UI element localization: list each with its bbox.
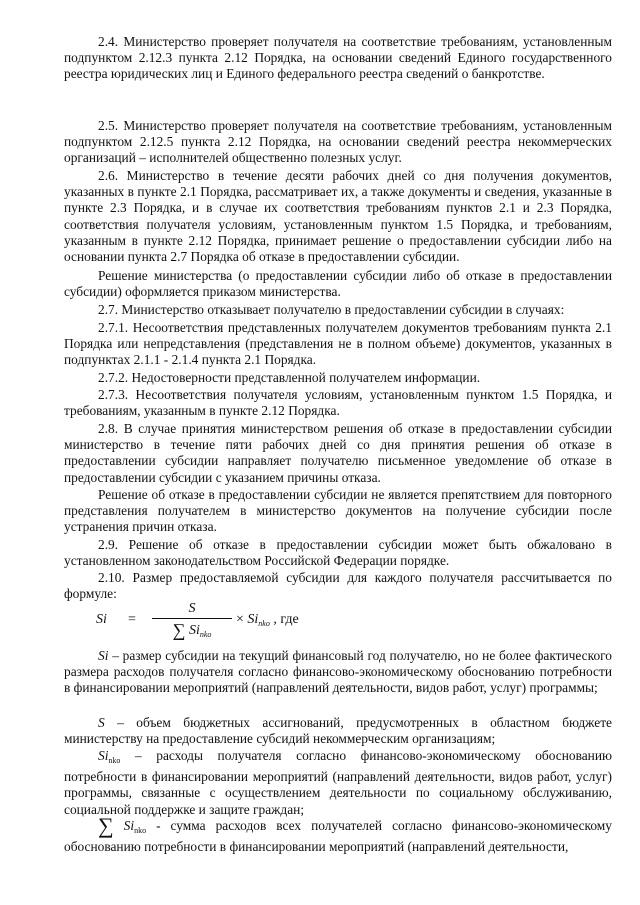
paragraph-2-10: 2.10. Размер предоставляемой субсидии для каждого получателя рассчитывается по формуле: <box>64 570 612 602</box>
formula-denominator-subscript: nko <box>199 630 212 639</box>
paragraph-2-9: 2.9. Решение об отказе в предоставлении субсидии может быть обжаловано в установленном законодательством Российской Федерации порядке. <box>64 537 612 569</box>
formula-product <box>236 612 299 632</box>
paragraph-2-6: 2.6. Министерство в течение десяти рабочих дней со дня получения документов, указанных в пункте 2.1 Порядка, рассматривает их, а также документы и сведения, указанные в пункте 2.3 Порядка, и в случае их соответствия требованиям пунктов 2.1 и 2.3 Порядка, соответствия получателя условиям, установленным пунктом 1.5 Порядка, и требованиям, указанным в пункте 2.12 Порядка, принимает решение о предоставлении субсидии либо на основании пункта 2.7 Порядка об отказе в предоставлении субсидии. <box>64 168 612 265</box>
fraction-bar <box>152 618 232 619</box>
definition-si-nko-symbol: Si <box>98 748 109 763</box>
definition-si-symbol: Si <box>98 648 109 663</box>
paragraph-decision: Решение министерства (о предоставлении субсидии либо об отказе в предоставлении субсидии) оформляется приказом министерства. <box>64 268 612 300</box>
definition-sum-si-nko-text: - сумма расходов всех получателей согласно финансово-экономическому обоснованию потребности в финансировании мероприятий (направлений деятельности, <box>64 818 612 855</box>
paragraph-2-7: 2.7. Министерство отказывает получателю в предоставлении субсидии в случаях: <box>98 302 565 317</box>
paragraph-refusal: Решение об отказе в предоставлении субсидии не является препятствием для повторного представления получателем в министерство документов на получение субсидии после устранения причин отказа. <box>64 487 612 535</box>
definition-si-nko-text: – расходы получателя согласно финансово-экономическому обоснованию потребности в финансировании мероприятий (направлений деятельности, видов работ, услуг) программы, связанные с осуществлением деятельности по социальному обслуживанию, социальной поддержке и защите граждан; <box>64 748 612 817</box>
paragraph-2-8: 2.8. В случае принятия министерством решения об отказе в предоставлении субсидии министерство в течение пяти рабочих дней со дня принятия решения об отказе в предоставлении субсидии направляет получателю письменное уведомление об отказе в предоставлении субсидии с указанием причины отказа. <box>64 421 612 485</box>
definition-si <box>64 648 612 697</box>
formula-fraction <box>152 600 232 639</box>
paragraph-2-7-3: 2.7.3. Несоответствия получателя условиям, установленным пунктом 1.5 Порядка, и требованиям, указанным в пункте 2.12 Порядка. <box>64 387 612 419</box>
formula-denominator-term: Si <box>188 623 200 638</box>
paragraph-2-7-1: 2.7.1. Несоответствия представленных получателем документов требованиям пункта 2.1 Порядка или непредставления (представления не в полном объеме) документов, указанных в подпунктах 2.1.1 - 2.1.4 пункта 2.1 Порядка. <box>64 320 612 368</box>
definition-sum-si-nko-symbol: Si <box>123 818 135 833</box>
definition-si-text: – размер субсидии на текущий финансовый год получателю, но не более фактического размера расходов получателя согласно финансово-экономическому обоснованию потребности в финансировании мероприятий (направлений деятельности, видов работ, услуг) программы; <box>64 648 612 696</box>
formula-lhs: Si <box>96 612 107 627</box>
formula-numerator: S <box>188 601 196 616</box>
definition-si-nko <box>64 748 612 818</box>
definition-s-symbol: S <box>98 715 105 730</box>
definition-sum-symbol: ∑ <box>98 813 114 838</box>
paragraph-2-7-2: 2.7.2. Недостоверности представленной получателем информации. <box>98 370 481 385</box>
times-symbol: × <box>236 612 244 627</box>
definition-si-nko-subscript: nko <box>108 756 121 765</box>
definition-sum-si-nko-subscript: nko <box>134 826 147 835</box>
paragraph-2-5: 2.5. Министерство проверяет получателя на соответствие требованиям, установленным подпунктом 2.12.5 пункта 2.12 Порядка, на основании сведений реестра некоммерческих организаций – исполнителей общественно полезных услуг. <box>64 118 612 166</box>
formula-tail: , где <box>273 612 299 627</box>
definition-s <box>64 715 612 747</box>
sum-symbol: ∑ <box>172 620 186 640</box>
definition-s-text: – объем бюджетных ассигнований, предусмотренных в областном бюджете министерству на предоставление субсидий некоммерческим организациям; <box>64 715 612 747</box>
formula-term-subscript: nko <box>258 619 270 628</box>
formula-term: Si <box>247 612 259 627</box>
formula-denominator <box>152 621 232 639</box>
paragraph-2-4: 2.4. Министерство проверяет получателя на соответствие требованиям, установленным подпунктом 2.12.3 пункта 2.12 Порядка, на основании сведений Единого государственного реестра юридических лиц и Единого федерального реестра сведений о банкротстве. <box>64 34 612 82</box>
definition-sum-si-nko <box>64 813 612 855</box>
formula-equals: = <box>128 612 136 627</box>
subsidy-formula <box>96 600 396 640</box>
